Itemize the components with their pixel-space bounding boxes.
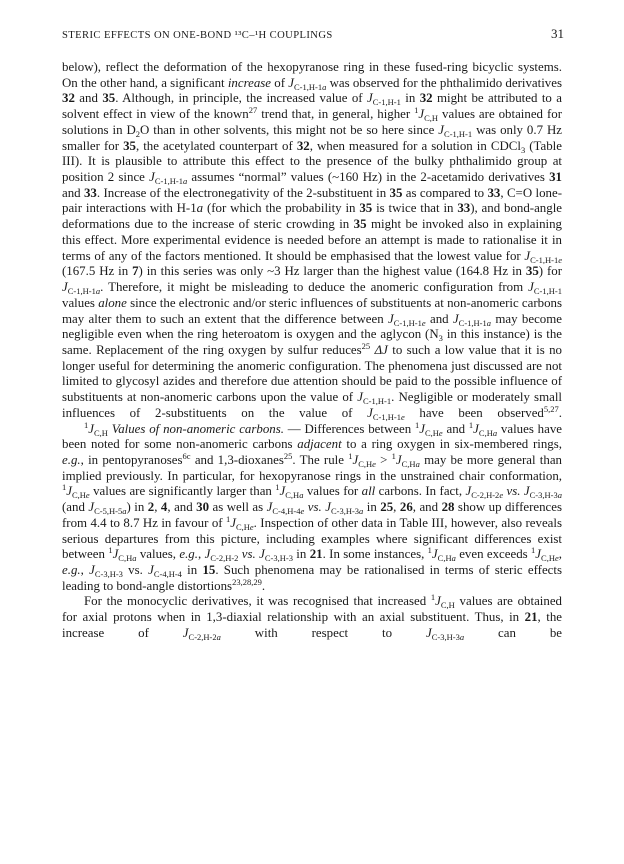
page-number: 31 xyxy=(551,26,564,41)
page-header xyxy=(62,26,564,46)
paragraph-monocyclic-derivatives: For the monocyclic derivatives, it was recognised that increased $^1J_{C,H}$ values are obtained for axial protons when in 1,3-diaxial relationship with an axial substituent. Thus, in 21, the increase of $J_{C-2,H-2a}$ with respect to $J_{C-3,H-3a}$ can be xyxy=(62,592,562,642)
paragraph-continued: below), reflect the deformation of the hexopyranose ring in these fused-ring bicyclic systems. On the other hand, a significant increase of $J_{C-1,H-1a}$ was observed for the phthalimido derivatives 32 and 35. Although, in principle, the increased value of $J_{C-1,H-1}$ in 32 might be attributed to a solvent effect in view of the known$^{27}$ trend that, in general, higher $^1J_{C,H}$ values are obtained for solutions in $D_2O$ than in other solvents, this might not be so here since $J_{C-1,H-1}$ was only 0.7 Hz smaller for 35, the acetylated counterpart of 32, when measured for a solution in CDCl$_3$ (Table III). It is plausible to attribute this effect to the presence of the bulky phthalimido group at position 2 since $J_{C-1,H-1a}$ assumes “normal” values (~160 Hz) in the 2-acetamido derivatives 31 and 33. Increase of the electronegativity of the 2-substituent in 35 as compared to 33, C=O lone-pair interactions with H-1a (for which the probability in 35 is twice that in 33), and bond-angle deformations due to the increase of steric crowding in 35 might be invoked also in explaining this effect. More experimental evidence is needed before an attempt is made to rationalise it in terms of any of the factors mentioned. It should be emphasised that the lowest value for $J_{C-1,H-1e}$ (167.5 Hz in 7) in this series was only ~3 Hz larger than the highest value (164.8 Hz in 35) for $J_{C-1,H-1a}$. Therefore, it might be misleading to deduce the anomeric configuration from $J_{C-1,H-1}$ values alone since the electronic and/or steric influences of substituents at non-anomeric carbons may alter them to such an extent that the difference between $J_{C-1,H-1e}$ and $J_{C-1,H-1a}$ may become negligible even when the ring heteroatom is oxygen and the aglycon ($N_3$ in this instance) is the same. Replacement of the ring oxygen by sulfur reduces$^{25}$ ΔJ to such a low value that it is no longer useful for determining the anomeric configuration. The phenomena just discussed are not limited to glycosyl azides and therefore due attention should be paid to the possible influence of substituents at non-anomeric carbons upon the value of $J_{C-1,H-1}$. Negligible or moderately small influences of 2-substituents on the value of $J_{C-1,H-1e}$ have been observed$^{5,27}$. xyxy=(62,60,563,422)
body-text xyxy=(62,60,562,642)
paragraph-non-anomeric-carbons: $^1J_{C,H}$ Values of non-anomeric carbons. — Differences between $^1J_{C,He}$ and $^1J_{C,Ha}$ values have been noted for some non-anomeric carbons adjacent to a ring oxygen in six-membered rings, e.g., in pentopyranoses$^{6c}$ and 1,3-dioxanes$^{25}$. The rule $^1J_{C,He} > ^1J_{C,Ha}$ may be more general than implied previously. In particular, for hexopyranose rings in the unstrained chair conformation, $^1J_{C,He}$ values are significantly larger than $^1J_{C,Ha}$ values for all carbons. In fact, $J_{C-2,H-2e}$ vs. $J_{C-3,H-3a}$ (and $J_{C-5,H-5a}$) in 2, 4, and 30 as well as $J_{C-4,H-4e}$ vs. $J_{C-3,H-3a}$ in 25, 26, and 28 show up differences from 4.4 to 8.7 Hz in favour of $^1J_{C,He}$. Inspection of other data in Table III, however, also reveals serious departures from this picture, including examples where significant differences exist between $^1J_{C,Ha}$ values, e.g., $J_{C-2,H-2}$ vs. $J_{C-3,H-3}$ in 21. In some instances, $^1J_{C,Ha}$ even exceeds $^1J_{C,He}$, e.g., $J_{C-3,H-3}$ vs. $J_{C-4,H-4}$ in 15. Such phenomena may be rationalised in terms of steric effects leading to bond-angle distortions$^{23,28,29}$. xyxy=(62,419,563,593)
running-head: STERIC EFFECTS ON ONE-BOND ¹³C–¹H COUPLINGS xyxy=(62,30,333,41)
